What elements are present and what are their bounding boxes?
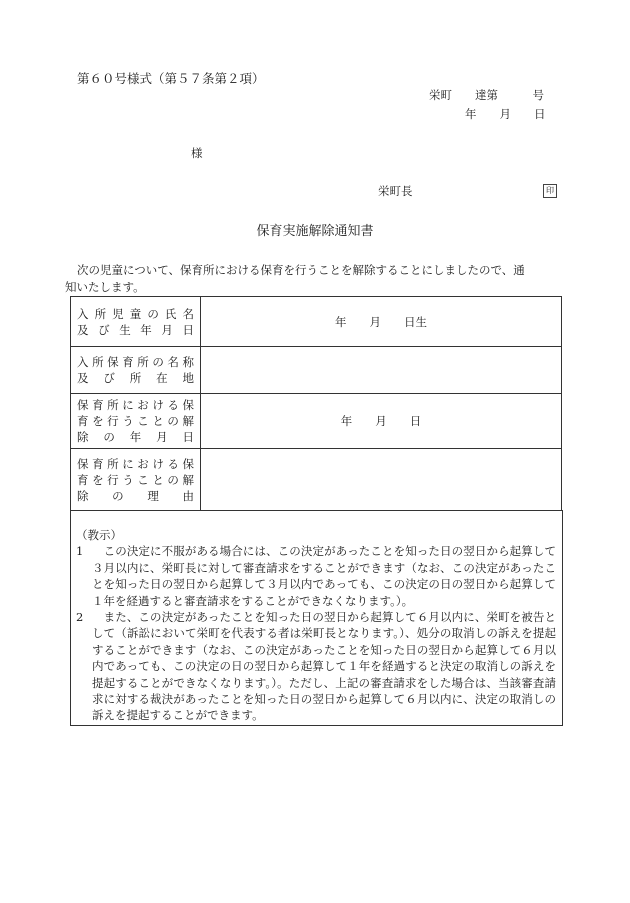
row-value: 年 月 日生: [201, 297, 562, 347]
notice-heading: （教示）: [76, 528, 122, 542]
row-label-line: 育 を 行 う こ と の 解: [77, 472, 194, 487]
document-title: 保育実施解除通知書: [256, 224, 374, 239]
info-table: [70, 296, 562, 511]
document-number: 栄町 達第 号: [429, 88, 544, 102]
table-row: [71, 394, 562, 449]
row-value: 年 月 日: [201, 394, 562, 449]
issuer-name: 栄町長: [378, 184, 413, 198]
row-label: [71, 394, 201, 449]
row-label-line: 保 育 所 に お け る 保: [77, 398, 194, 412]
table-row: [71, 347, 562, 394]
row-label-line: 除 の 年 月 日: [77, 430, 194, 444]
table-row: [71, 449, 562, 511]
row-label-line: 入 所 保 育 所 の 名 称: [77, 355, 194, 369]
row-label-line: 及 び 生 年 月 日: [77, 322, 194, 337]
row-label-line: 育 を 行 う こ と の 解: [77, 414, 194, 428]
row-label: [71, 347, 201, 394]
notice-item: 1 この決定に不服がある場合には、この決定があったことを知った日の翌日から起算して３月以内に、栄町長に対して審査請求をすることができます（なお、この決定があったことを知った日の翌日から起算して３月以内であっても、この決定の日の翌日から起算して１年を経過すると審査請求をすることができなくなります。）。: [76, 544, 556, 608]
row-label-line: 除 の 理 由: [77, 488, 194, 503]
row-value: [201, 347, 562, 394]
intro-line-2: 知いたします。: [65, 280, 145, 294]
table-row: [71, 297, 562, 347]
row-label-line: 入 所 児 童 の 氏 名: [77, 306, 194, 321]
form-number: 第６０号様式（第５７条第２項）: [77, 71, 265, 86]
recipient-suffix: 様: [191, 146, 203, 160]
notice-item: 2 また、この決定があったことを知った日の翌日から起算して６月以内に、栄町を被告として（訴訟において栄町を代表する者は栄町長となります。）、処分の取消しの訴えを提起することができます（なお、この決定があったことを知った日の翌日から起算して６月以内であっても、この決定の日の翌日から起算して１年を経過すると決定の取消しの訴えを提起することができなくなります。）。ただし、上記の審査請求をした場合は、当該審査請求に対する裁決があったことを知った日の翌日から起算して６月以内に、決定の取消しの訴えを提起することができます。: [76, 610, 556, 723]
issue-date: 年 月 日: [465, 107, 546, 121]
intro-line-1: 次の児童について、保育所における保育を行うことを解除することにしましたので、通: [77, 263, 525, 277]
seal-mark: 印: [543, 184, 557, 198]
notice-section: [76, 527, 556, 724]
row-label-line: 及 び 所 在 地: [77, 371, 194, 385]
row-label: [71, 449, 201, 511]
row-value: [201, 449, 562, 511]
row-label-line: 保 育 所 に お け る 保: [77, 456, 194, 471]
row-label: [71, 297, 201, 347]
